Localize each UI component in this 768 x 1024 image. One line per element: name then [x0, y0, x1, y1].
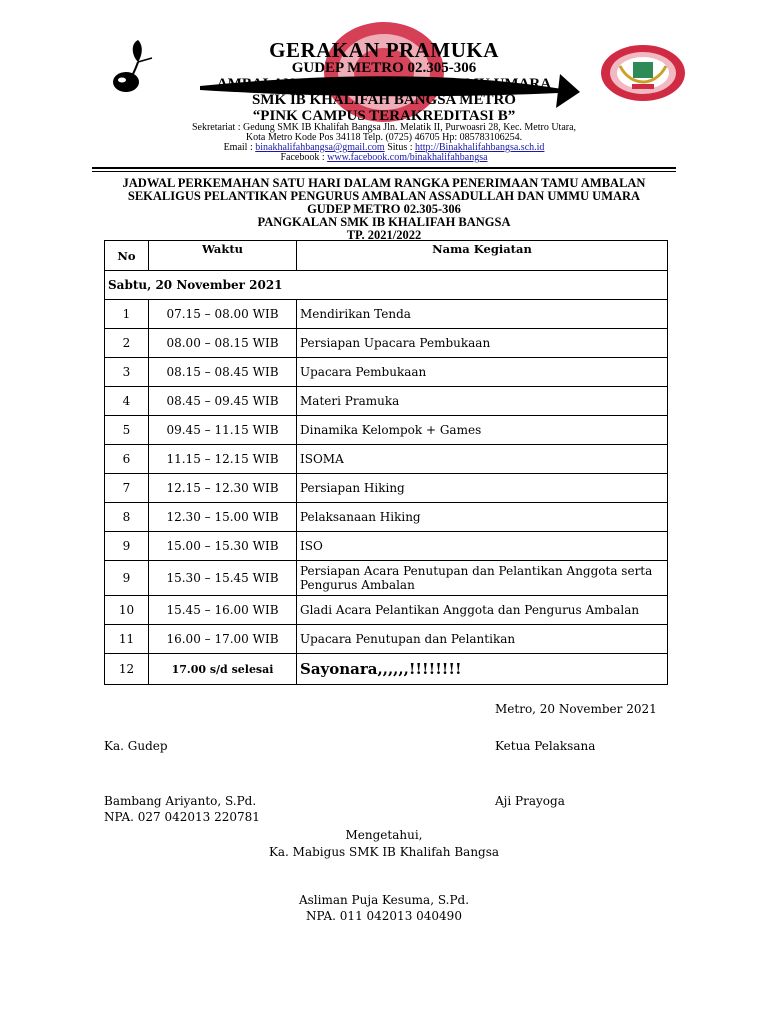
secretariat-address: Sekretariat : Gedung SMK IB Khalifah Bangsa Jln. Melatik II, Purwoasri 28, Kec. Metro Utara, — [191, 122, 577, 133]
approval-name: Asliman Puja Kesuma, S.Pd. — [298, 893, 470, 907]
place-date: Metro, 20 November 2021 — [495, 702, 657, 716]
facebook-line — [0, 152, 768, 163]
row-activity: Gladi Acara Pelantikan Anggota dan Pengurus Ambalan — [297, 596, 668, 625]
row-number: 1 — [105, 300, 149, 329]
day-label: Sabtu, 20 November 2021 — [105, 271, 668, 300]
website-link[interactable]: http://Binakhalifahbangsa.sch.id — [415, 142, 545, 153]
row-time: 15.00 – 15.30 WIB — [149, 532, 297, 561]
row-activity: Persiapan Upacara Pembukaan — [297, 329, 668, 358]
postal-phone: Kota Metro Kode Pos 34118 Telp. (0725) 46705 Hp: 085783106254. — [245, 132, 523, 143]
table-day-row — [105, 271, 668, 300]
row-activity: Pelaksanaan Hiking — [297, 503, 668, 532]
row-time: 15.30 – 15.45 WIB — [149, 561, 297, 596]
doc-title-line-4: PANGKALAN SMK IB KHALIFAH BANGSA — [257, 215, 511, 229]
row-activity: Materi Pramuka — [297, 387, 668, 416]
row-activity: Mendirikan Tenda — [297, 300, 668, 329]
left-signer-role: Ka. Gudep — [104, 739, 168, 753]
row-number: 3 — [105, 358, 149, 387]
table-row — [105, 561, 668, 596]
row-activity: Sayonara,,,,,,!!!!!!!! — [297, 654, 668, 685]
doc-title-line-3: GUDEP METRO 02.305-306 — [307, 202, 461, 216]
gudep-number: GUDEP METRO 02.305-306 — [291, 60, 477, 76]
row-time: 08.45 – 09.45 WIB — [149, 387, 297, 416]
row-activity: Persiapan Acara Penutupan dan Pelantikan Anggota serta Pengurus Ambalan — [297, 561, 668, 596]
row-time: 09.45 – 11.15 WIB — [149, 416, 297, 445]
approval-role: Ka. Mabigus SMK IB Khalifah Bangsa — [268, 845, 500, 859]
table-row — [105, 329, 668, 358]
row-number: 9 — [105, 532, 149, 561]
row-number: 10 — [105, 596, 149, 625]
doc-title-line-2: SEKALIGUS PELANTIKAN PENGURUS AMBALAN ASSADULLAH DAN UMMU UMARA — [127, 189, 641, 203]
table-row — [105, 416, 668, 445]
approval-label: Mengetahui, — [345, 828, 423, 842]
table-row — [105, 445, 668, 474]
facebook-label: Facebook : — [280, 152, 328, 163]
row-number: 6 — [105, 445, 149, 474]
row-time: 08.00 – 08.15 WIB — [149, 329, 297, 358]
row-time: 16.00 – 17.00 WIB — [149, 625, 297, 654]
row-number: 4 — [105, 387, 149, 416]
row-number: 8 — [105, 503, 149, 532]
table-header-row — [105, 241, 668, 271]
header-activity: Nama Kegiatan — [297, 241, 668, 271]
doc-title-line-5: TP. 2021/2022 — [346, 228, 422, 242]
doc-title-line-1: JADWAL PERKEMAHAN SATU HARI DALAM RANGKA PENERIMAAN TAMU AMBALAN — [122, 176, 646, 190]
table-row — [105, 358, 668, 387]
table-row — [105, 596, 668, 625]
org-title: GERAKAN PRAMUKA — [269, 38, 499, 62]
schedule-table — [104, 240, 668, 685]
header-no: No — [105, 241, 149, 271]
table-row — [105, 625, 668, 654]
email-label: Email : — [223, 142, 256, 153]
site-label: Situs : — [384, 142, 415, 153]
row-time: 12.15 – 12.30 WIB — [149, 474, 297, 503]
table-row — [105, 654, 668, 685]
row-time: 15.45 – 16.00 WIB — [149, 596, 297, 625]
school-motto: “PINK CAMPUS TERAKREDITASI B” — [252, 108, 516, 124]
right-signer-role: Ketua Pelaksana — [495, 739, 596, 753]
row-time: 08.15 – 08.45 WIB — [149, 358, 297, 387]
row-number: 2 — [105, 329, 149, 358]
table-row — [105, 387, 668, 416]
table-row — [105, 503, 668, 532]
row-number: 7 — [105, 474, 149, 503]
row-time: 11.15 – 12.15 WIB — [149, 445, 297, 474]
table-row — [105, 474, 668, 503]
row-number: 5 — [105, 416, 149, 445]
approval-npa: NPA. 011 042013 040490 — [306, 909, 462, 923]
table-row — [105, 532, 668, 561]
row-activity: ISO — [297, 532, 668, 561]
school-name: SMK IB KHALIFAH BANGSA METRO — [252, 92, 516, 108]
row-number: 12 — [105, 654, 149, 685]
row-time: 12.30 – 15.00 WIB — [149, 503, 297, 532]
row-activity: ISOMA — [297, 445, 668, 474]
facebook-link[interactable]: www.facebook.com/binakhalifahbangsa — [327, 152, 488, 163]
right-signer-name: Aji Prayoga — [495, 794, 565, 808]
row-time: 07.15 – 08.00 WIB — [149, 300, 297, 329]
row-time: 17.00 s/d selesai — [149, 654, 297, 685]
left-signer-npa: NPA. 027 042013 220781 — [104, 810, 260, 824]
letterhead-rule-thin — [92, 171, 676, 172]
schedule-rows — [105, 300, 668, 685]
row-activity: Upacara Penutupan dan Pelantikan — [297, 625, 668, 654]
row-number: 9 — [105, 561, 149, 596]
left-signer-name: Bambang Ariyanto, S.Pd. — [104, 794, 257, 808]
row-activity: Dinamika Kelompok + Games — [297, 416, 668, 445]
header-time: Waktu — [149, 241, 297, 271]
email-link[interactable]: binakhalifahbangsa@gmail.com — [255, 142, 385, 153]
table-row — [105, 300, 668, 329]
letterhead-rule-thick — [92, 167, 676, 169]
row-activity: Persiapan Hiking — [297, 474, 668, 503]
row-activity: Upacara Pembukaan — [297, 358, 668, 387]
ambalan-name: AMBALAN ASSADULLAH DAN UMMU UMARA — [216, 76, 552, 92]
row-number: 11 — [105, 625, 149, 654]
